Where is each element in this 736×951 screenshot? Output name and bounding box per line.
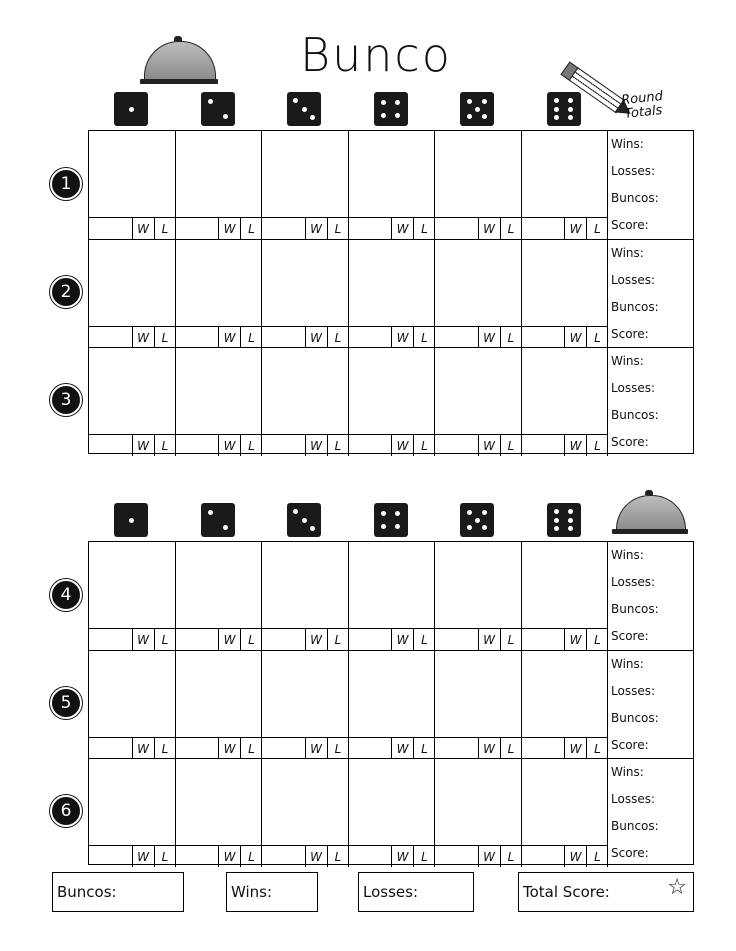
- round-totals: [608, 348, 695, 456]
- totals-label: Buncos:: [611, 819, 659, 833]
- score-cell[interactable]: [522, 131, 609, 217]
- summary-total-score-box[interactable]: [518, 872, 694, 912]
- win-loss-strip: [262, 434, 349, 456]
- loss-box[interactable]: L: [327, 327, 349, 348]
- win-box[interactable]: W: [218, 435, 240, 456]
- totals-label: Losses:: [611, 381, 655, 395]
- round-number-badge: 4: [50, 579, 82, 611]
- score-cell[interactable]: [435, 651, 522, 737]
- win-box[interactable]: W: [478, 435, 500, 456]
- win-box[interactable]: W: [305, 629, 327, 650]
- round-row: [89, 542, 693, 650]
- loss-box[interactable]: L: [154, 327, 176, 348]
- score-cell[interactable]: [89, 759, 176, 845]
- win-loss-strip: [262, 326, 349, 348]
- win-loss-strip: [349, 217, 436, 239]
- totals-label: Score:: [611, 218, 649, 232]
- win-box[interactable]: W: [564, 846, 586, 867]
- win-box[interactable]: W: [478, 629, 500, 650]
- score-cell[interactable]: [262, 542, 349, 628]
- die-3-icon: [287, 92, 321, 126]
- win-box[interactable]: W: [132, 738, 154, 759]
- die-6-icon: [547, 92, 581, 126]
- score-grid-top: [88, 130, 694, 454]
- score-cell[interactable]: [435, 759, 522, 845]
- summary-buncos-label: Buncos:: [57, 883, 117, 901]
- loss-box[interactable]: L: [154, 218, 176, 239]
- round-number-badge: 5: [50, 687, 82, 719]
- round-row: [89, 131, 693, 239]
- round-number-badge: 2: [50, 276, 82, 308]
- round-totals: [608, 240, 695, 348]
- score-cell[interactable]: [262, 240, 349, 326]
- summary-total-score-label: Total Score:: [523, 883, 610, 901]
- win-loss-strip: [89, 326, 176, 348]
- summary-wins-label: Wins:: [231, 883, 273, 901]
- score-cell[interactable]: [435, 131, 522, 217]
- win-box[interactable]: W: [478, 738, 500, 759]
- win-box[interactable]: W: [132, 218, 154, 239]
- win-box[interactable]: W: [478, 846, 500, 867]
- totals-label: Wins:: [611, 548, 644, 562]
- die-4-icon: [374, 92, 408, 126]
- loss-box[interactable]: L: [500, 435, 522, 456]
- win-loss-strip: [89, 434, 176, 456]
- loss-box[interactable]: L: [500, 738, 522, 759]
- win-box[interactable]: W: [132, 435, 154, 456]
- round-totals: [608, 651, 695, 759]
- page-title: Bunco: [300, 28, 452, 82]
- round-totals: [608, 131, 695, 239]
- score-cell[interactable]: [89, 131, 176, 217]
- totals-label: Score:: [611, 327, 649, 341]
- win-box[interactable]: W: [305, 218, 327, 239]
- loss-box[interactable]: L: [154, 629, 176, 650]
- win-box[interactable]: W: [391, 846, 413, 867]
- win-box[interactable]: W: [218, 218, 240, 239]
- totals-label: Score:: [611, 629, 649, 643]
- totals-label: Wins:: [611, 354, 644, 368]
- win-loss-strip: [435, 326, 522, 348]
- win-loss-strip: [176, 326, 263, 348]
- win-loss-strip: [89, 628, 176, 650]
- score-cell[interactable]: [522, 348, 609, 434]
- win-box[interactable]: W: [132, 846, 154, 867]
- win-loss-strip: [262, 628, 349, 650]
- loss-box[interactable]: L: [327, 846, 349, 867]
- die-2-icon: [201, 503, 235, 537]
- score-cell[interactable]: [262, 348, 349, 434]
- score-cell[interactable]: [176, 542, 263, 628]
- win-box[interactable]: W: [478, 327, 500, 348]
- bell-icon: [140, 36, 218, 86]
- die-2-icon: [201, 92, 235, 126]
- round-number-badge: 3: [50, 384, 82, 416]
- summary-buncos-box[interactable]: [52, 872, 184, 912]
- loss-box[interactable]: L: [500, 629, 522, 650]
- die-4-icon: [374, 503, 408, 537]
- win-box[interactable]: W: [391, 327, 413, 348]
- loss-box[interactable]: L: [413, 435, 435, 456]
- win-loss-strip: [435, 737, 522, 759]
- win-box[interactable]: W: [218, 629, 240, 650]
- win-loss-strip: [349, 326, 436, 348]
- totals-label: Buncos:: [611, 191, 659, 205]
- round-row: [89, 758, 693, 867]
- win-loss-strip: [522, 845, 609, 867]
- win-loss-strip: [435, 845, 522, 867]
- loss-box[interactable]: L: [240, 435, 262, 456]
- win-loss-strip: [176, 217, 263, 239]
- loss-box[interactable]: L: [240, 218, 262, 239]
- score-cell[interactable]: [522, 542, 609, 628]
- win-box[interactable]: W: [305, 738, 327, 759]
- totals-label: Wins:: [611, 137, 644, 151]
- win-box[interactable]: W: [391, 435, 413, 456]
- totals-label: Losses:: [611, 164, 655, 178]
- win-loss-strip: [522, 326, 609, 348]
- loss-box[interactable]: L: [586, 435, 608, 456]
- score-cell[interactable]: [522, 240, 609, 326]
- win-box[interactable]: W: [218, 846, 240, 867]
- score-cell[interactable]: [349, 131, 436, 217]
- totals-label: Buncos:: [611, 300, 659, 314]
- totals-label: Buncos:: [611, 602, 659, 616]
- win-loss-strip: [349, 845, 436, 867]
- win-loss-strip: [89, 217, 176, 239]
- score-cell[interactable]: [435, 542, 522, 628]
- win-box[interactable]: W: [218, 738, 240, 759]
- win-box[interactable]: W: [564, 435, 586, 456]
- score-cell[interactable]: [435, 348, 522, 434]
- totals-label: Wins:: [611, 765, 644, 779]
- totals-label: Score:: [611, 846, 649, 860]
- loss-box[interactable]: L: [586, 218, 608, 239]
- star-icon: ☆: [667, 875, 687, 900]
- loss-box[interactable]: L: [327, 629, 349, 650]
- win-loss-strip: [435, 628, 522, 650]
- loss-box[interactable]: L: [586, 327, 608, 348]
- win-box[interactable]: W: [305, 435, 327, 456]
- round-totals: [608, 759, 695, 867]
- win-box[interactable]: W: [564, 218, 586, 239]
- loss-box[interactable]: L: [327, 435, 349, 456]
- summary-wins-box[interactable]: [226, 872, 318, 912]
- win-loss-strip: [89, 737, 176, 759]
- score-cell[interactable]: [349, 759, 436, 845]
- header: [0, 0, 736, 130]
- score-cell[interactable]: [176, 759, 263, 845]
- loss-box[interactable]: L: [586, 846, 608, 867]
- score-cell[interactable]: [89, 240, 176, 326]
- round-number-badge: 1: [50, 168, 82, 200]
- round-totals: [608, 542, 695, 650]
- score-cell[interactable]: [176, 651, 263, 737]
- score-cell[interactable]: [349, 542, 436, 628]
- totals-label: Buncos:: [611, 408, 659, 422]
- win-loss-strip: [176, 628, 263, 650]
- totals-label: Wins:: [611, 657, 644, 671]
- win-loss-strip: [522, 628, 609, 650]
- score-cell[interactable]: [176, 131, 263, 217]
- score-cell[interactable]: [89, 542, 176, 628]
- loss-box[interactable]: L: [586, 738, 608, 759]
- win-box[interactable]: W: [132, 327, 154, 348]
- win-box[interactable]: W: [391, 629, 413, 650]
- win-loss-strip: [262, 737, 349, 759]
- score-cell[interactable]: [89, 348, 176, 434]
- loss-box[interactable]: L: [154, 435, 176, 456]
- round-number-badge: 6: [50, 795, 82, 827]
- loss-box[interactable]: L: [240, 327, 262, 348]
- win-loss-strip: [176, 434, 263, 456]
- win-box[interactable]: W: [564, 738, 586, 759]
- totals-label: Score:: [611, 738, 649, 752]
- totals-label: Losses:: [611, 792, 655, 806]
- loss-box[interactable]: L: [500, 218, 522, 239]
- loss-box[interactable]: L: [154, 846, 176, 867]
- loss-box[interactable]: L: [240, 629, 262, 650]
- win-box[interactable]: W: [391, 738, 413, 759]
- win-loss-strip: [262, 845, 349, 867]
- loss-box[interactable]: L: [240, 846, 262, 867]
- win-box[interactable]: W: [564, 327, 586, 348]
- win-loss-strip: [89, 845, 176, 867]
- score-cell[interactable]: [435, 240, 522, 326]
- die-1-icon: [114, 92, 148, 126]
- win-loss-strip: [435, 217, 522, 239]
- score-cell[interactable]: [262, 759, 349, 845]
- score-cell[interactable]: [349, 651, 436, 737]
- die-5-icon: [460, 92, 494, 126]
- die-3-icon: [287, 503, 321, 537]
- loss-box[interactable]: L: [413, 738, 435, 759]
- totals-label: Losses:: [611, 684, 655, 698]
- score-cell[interactable]: [176, 240, 263, 326]
- totals-label: Losses:: [611, 273, 655, 287]
- score-cell[interactable]: [262, 651, 349, 737]
- round-totals-label: Round Totals: [620, 88, 664, 122]
- loss-box[interactable]: L: [500, 327, 522, 348]
- score-grid-bottom: [88, 541, 694, 865]
- loss-box[interactable]: L: [240, 738, 262, 759]
- loss-box[interactable]: L: [327, 218, 349, 239]
- win-loss-strip: [522, 434, 609, 456]
- win-loss-strip: [435, 434, 522, 456]
- loss-box[interactable]: L: [413, 629, 435, 650]
- loss-box[interactable]: L: [154, 738, 176, 759]
- win-box[interactable]: W: [478, 218, 500, 239]
- win-box[interactable]: W: [564, 629, 586, 650]
- loss-box[interactable]: L: [586, 629, 608, 650]
- bell-icon: [612, 490, 688, 536]
- loss-box[interactable]: L: [500, 846, 522, 867]
- die-1-icon: [114, 503, 148, 537]
- round-row: [89, 650, 693, 759]
- round-row: [89, 347, 693, 456]
- score-cell[interactable]: [262, 131, 349, 217]
- loss-box[interactable]: L: [413, 218, 435, 239]
- score-cell[interactable]: [349, 240, 436, 326]
- score-cell[interactable]: [89, 651, 176, 737]
- score-cell[interactable]: [349, 348, 436, 434]
- win-box[interactable]: W: [305, 846, 327, 867]
- win-loss-strip: [522, 737, 609, 759]
- totals-label: Wins:: [611, 246, 644, 260]
- score-cell[interactable]: [522, 759, 609, 845]
- win-box[interactable]: W: [132, 629, 154, 650]
- win-loss-strip: [176, 737, 263, 759]
- win-loss-strip: [349, 628, 436, 650]
- loss-box[interactable]: L: [413, 327, 435, 348]
- score-cell[interactable]: [176, 348, 263, 434]
- win-loss-strip: [522, 217, 609, 239]
- totals-label: Losses:: [611, 575, 655, 589]
- summary-losses-label: Losses:: [363, 883, 418, 901]
- win-loss-strip: [262, 217, 349, 239]
- summary-losses-box[interactable]: [358, 872, 474, 912]
- win-box[interactable]: W: [305, 327, 327, 348]
- loss-box[interactable]: L: [327, 738, 349, 759]
- win-loss-strip: [176, 845, 263, 867]
- win-box[interactable]: W: [218, 327, 240, 348]
- die-6-icon: [547, 503, 581, 537]
- round-row: [89, 239, 693, 348]
- win-loss-strip: [349, 434, 436, 456]
- win-loss-strip: [349, 737, 436, 759]
- die-5-icon: [460, 503, 494, 537]
- win-box[interactable]: W: [391, 218, 413, 239]
- score-cell[interactable]: [522, 651, 609, 737]
- loss-box[interactable]: L: [413, 846, 435, 867]
- totals-label: Score:: [611, 435, 649, 449]
- totals-label: Buncos:: [611, 711, 659, 725]
